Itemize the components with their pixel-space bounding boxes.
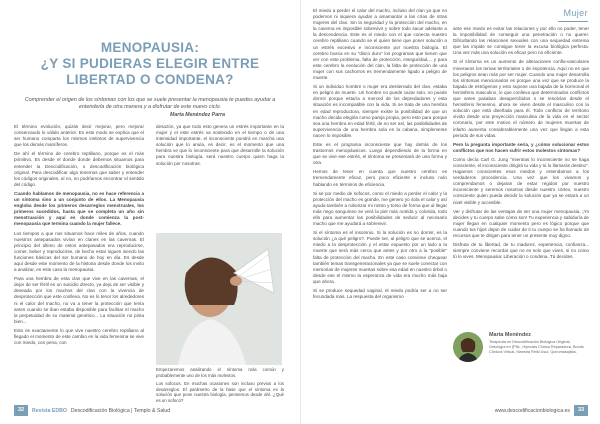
paragraph: desazón, ya que todo esto genera un estrés importante en la mujer y el este estrés va sostenido en el tiempo o de una intensidad importante, el inconsciente pondrá en marcha una solución que lo anula, es decir, es el momento que una hembra ve que lo inconsciente para que desarrolle la solución para nuestra biología, será nuestro cuerpo quien haga la solución por nosotras. (156, 124, 284, 166)
paragraph: Si se por medio de sofocos, como el miedo a perder el calor y la protección del macho es grande, me genero yo sola el calor y así ayuda también a ruborizar mi rostro y torso de forma que al llegar más riego sanguíneo se verá la piel más nutrida y colorida, todo ello para aumentar las posibilidades de seducir al necesario macho que me ayudará a sobrevivir. (313, 190, 447, 227)
paragraph: Como decía Carl G. Jung "mientras lo inconsciente no se haga consciente, el inconsciente dirigirá tu vida y tú lo llamarás destino". Hagamos conscientes esos miedos y entendamos a los verdaderos procedencia. Una vez que los vivamos y comprendamos o dejaran de estar regidos por nuestro inconsciente y seremos nosotras desde nuestro córtex, nuestro consciente quien pueda decidir la solución que ya se estará a un nivel visible y accesible. (453, 156, 589, 205)
paragraph: Pero la pregunta importante sería, y ¿cómo solucionar estos conflictos que nos hacen sufrir estos molestos síntomas? (453, 141, 589, 153)
photo-illustration (156, 233, 282, 365)
paragraph: Esto es exactamente lo que vive nuestro cerebro reptiliano al llegado el momento de este cambio en la vida femenina se vive con miedo, con pena, con (14, 327, 144, 346)
right-column-2 (453, 26, 589, 263)
website-link[interactable]: www.descodificacionbiologica.es (494, 407, 570, 414)
avatar-illustration (453, 332, 483, 362)
page-number: 32 (14, 405, 28, 416)
paragraph: Cuando hablamos de menopausia, no es hace referencia a un síntoma sino a un conjunto de ellos. La Menopausia engloba desde los primeros desarreglos menstruales, los primeros sucedidos, hasta que se completa un año sin menstruación y aquí es donde comienza la post-menopausia que termina cuando la mujer fallece. (14, 190, 144, 227)
paragraph: Disfruta de tu libertad, de tu madurez, experiencia, confianza... siempre conviene recordar que no es solo que vives, si no como tú lo vives. Menopausia: Liberación o condena. Tú decides. (453, 242, 589, 260)
paragraph: Hemos de tener en cuenta que nuestro cerebro es tremendamente eficaz, pero poco eficiente e incluso nulo hablando en términos de eficiencia. (313, 169, 447, 187)
paragraph: Para una hembra de esta clan que vive en las cavernas, el dejar de ser fértil es un suicidio directo, ya deja de ser visible y deseada por los machos del clan con la vivencia de desprotección que este conlleva. No es lo tenor los alrededores ni el calor del macho, no va a tener la protección que tenía antes cuando se iban estaba disponible para facilitar el macho la perpetuidad de su material genético... La situación no pinta bien... (14, 276, 144, 324)
left-column-2-lower (156, 367, 284, 407)
right-page (300, 0, 600, 424)
right-column-1 (313, 8, 447, 303)
paragraph: Los tiempos a que nos situamos hace miles de años, cuando nuestros antepasados vivían en clanes en las cavernas. El principio del último de estos antepasados era reproducirse, comer, beber y reproducirse, de hecho estar siguen siendo las funciones básicas del ser humano de hoy en día. Es desde aquí desde este momento de la historia desde donde los invito a analizar, en este caso la menopausia. (14, 230, 144, 273)
paragraph: Empezaremos analizando el síntoma más común y probablemente uno de los más molestos. (156, 367, 284, 378)
paragraph: ante ese miedo es evitar las relaciones y por ello no poder, tener la imposibilidad de conseguir una penetración o no querer. Dificultando las relaciones sexuales con una sequedad extrema que las impide se consigue tener la excusa biológica perfecta. Una vez más una solución es eficaz pero no eficiente. (453, 26, 589, 56)
magazine-name: Revista EDBO (32, 407, 67, 414)
paragraph: Si el síntoma es un aumento de alteraciones confla-vasculares mineraeos los temas territoriales o de impotencia. Aquí no es que los peligros sean más por ser mujer. Cuando una mujer desarrolla los síntomas mencionados es porque una vez que se produce la bajada de estrógenos y esto supone una bajada de la hormonal el hemisferio masculino, lo que conlleva que determinados conflictos que antes pasaban desapercibidos o se resolvían desde el hemisferio femenino, ahora se viven desde el masculino con la solución que está diseñada para él. Todo conflicto de territorio vivido desde una proyección masculina de la vida en el sector coronario, por este motivo el número de mujeres muertas de infarto aumenta considerablemente una vez que llegan a esta periodo de sus vidas. (453, 59, 589, 138)
section-header (558, 8, 588, 22)
author-name: Marta Menéndez (489, 332, 531, 338)
section-title: Mujer (563, 8, 588, 18)
title-line-3: LIBERTAD O CONDENA? (66, 72, 234, 87)
left-column-1 (14, 124, 144, 349)
title-line-1: MENOPAUSIA: (100, 40, 200, 55)
article-title (22, 40, 278, 88)
left-footer (14, 405, 170, 416)
page-number: 33 (574, 405, 588, 416)
paragraph: Si se produce sequedad vaginal, el miedo podría ser a no ser fecundada más. La respuesta del organismo (313, 288, 447, 300)
section-rule (558, 21, 588, 22)
right-footer (495, 405, 588, 416)
left-column-2-top (156, 124, 284, 170)
paragraph: Los sofocos. En muchas ocasiones son incluso previos a los desarreglos. El parámetro de la base que el síntoma es la solución que pone nuestra biología, pensemos desde ahí. ¿Qué es un sofocó? (156, 381, 284, 403)
paragraph: Si un individuo hombre o mujer era destierrado del clan, estaba en peligro de muerte. Un hombre no puede cazar solo, no puede dormir porque estaría a merced de los depredadores y esta situación es incompatible con la vida. Si se trata de una hembra en edad reproductora, siempre existe la posibilidad de que un macho decida elegirla como pareja propia, pero esto para porque sea una hembra en edad fértil, de no ser así, las posibilidades de supervivencia de una hembra sola en la cabana, simplemente nacen lo imposible. (313, 84, 447, 138)
article-intro: Comprender el origen de los síntomas con los que se suele presentar la menopausia te puedes ayudar a entenderla de otra manera y a disfrutar de este nuevo ciclo. (24, 97, 276, 110)
paragraph: El término evolución, quizás decir mejorar, pero mejorar conservando lo válido anterior. En este modo se explica que el ser humano comparta los mismos instintos de supervivencia que los demás mamíferos. (14, 124, 144, 148)
paragraph: Si el síntoma es el insomnio. Si la solución es no dormir, es la solución ¿a qué peligro?. Puede ser, al peligro que se acerca, el miedo a la desprotección y el estar expuesto por un lado a la muerte que será más cerca que antes y por otro a la "posible" falta de protección del macho. En este caso conviene chequear también temas transgeneracionales ya que se suele conectar con memorias de mujeres muertas sobre esa edad en nuestro árbol o desde ese el mismo la esperanza de vida era mucho más baja que ahora. (313, 230, 447, 284)
author-byline: Marta Menéndez Parra (170, 112, 226, 118)
woman-fan-photo (156, 233, 282, 365)
paragraph: Ver y disfrutar de las ventajas de ser una mujer menopausia, ¡Yo decides y tu cuerpo sabe cómo son! Tu experiencia y sabiduría de mujer llegan en cualquier momento pero es lógico porque que cuando tus hijos dejan de cuidar de ti tu cuerpo se ha llamado de recursos que te dirigen para tener un presente muy digno. (453, 208, 589, 238)
paragraph: De ahí el término de cerebro reptiliano, porque es el más primitivo. Es desde el donde donde debemos situarnos para entender la Descodificación, o descodificación biológica original. Para descodificar algo tenemos que saber y entender los códigos originales, al no, no podríamos encontrar el sentido del código. (14, 151, 144, 187)
paragraph: El miedo a perder el calor del macho, incluso del clan ya que no podemos ni siquiera ayudar a amamantar a las crías de otras mujeres del clan. Sin la seguridad y la protección del macho, en la caverna es imposible sobrevivir y sobre todo sacar adelante a la descendencia. Este es el miedo con el que conecta nuestro cerebro reptiliano cuando se el quien tiene que poner solución a un estrés excesivo e inconsciente por nuestra biología. El cerebro busca en su "disco duro" los programas que tienen que ver con este problema, falta de protección, inseguridad,... y para este cerebro la evolución del clan, la falta de protección de una mujer con sus cachorros es tremendamente ligado a peligro de muerte. (313, 8, 447, 81)
paragraph: Este es el programa inconsciente que hay detrás de los trastornos menopáusicos. Luego dependiendo de la forma en que se vive ese estrés, el síntoma se presentará de una forma y otra. (313, 141, 447, 166)
author-bio: Terapeuta en Descodificación Biológica Original, Ontología en (PNL, Hipnosis Clínica Reparadora, Bonds Clínicos Virtual, Maestra Reiki Usui, Quiromasajista. (489, 340, 584, 354)
author-avatar (453, 332, 483, 362)
title-line-2: ¿Y SI PUDIERAS ELEGIR ENTRE (40, 56, 260, 71)
magazine-subtitle: Descodificación Biológica | Templo & Salud (70, 407, 171, 414)
